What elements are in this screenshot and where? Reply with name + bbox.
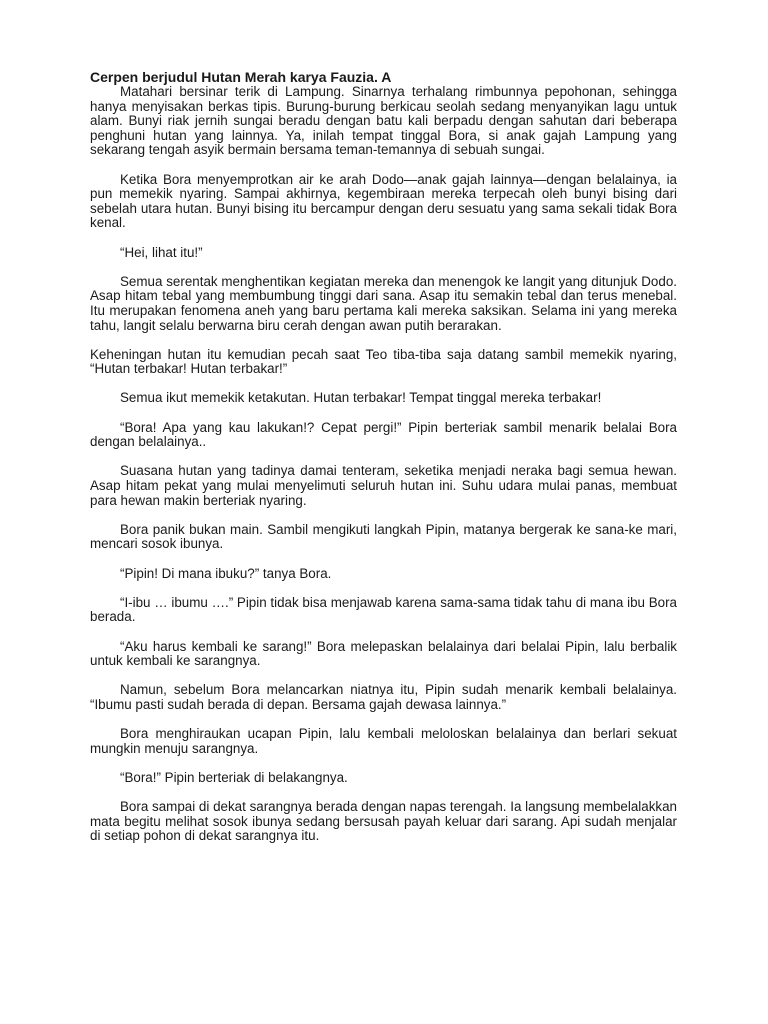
- document-page: [90, 70, 677, 858]
- paragraph-3: “Hei, lihat itu!”: [120, 244, 203, 260]
- paragraph-5: Keheningan hutan itu kemudian pecah saat Teo tiba-tiba saja datang sambil memekik nyaring, “Hutan terbakar! Hutan terbakar!”: [90, 346, 677, 377]
- paragraph-16: Bora sampai di dekat sarangnya berada dengan napas terengah. Ia langsung membelalakkan mata begitu melihat sosok ibunya sedang bersusah payah keluar dari sarang. Api sudah menjalar di setiap pohon di dekat sarangnya itu.: [90, 799, 677, 844]
- paragraph-14: Bora menghiraukan ucapan Pipin, lalu kembali meloloskan belalainya dan berlari sekuat mungkin menuju sarangnya.: [90, 726, 677, 756]
- paragraph-8: Suasana hutan yang tadinya damai tenteram, seketika menjadi neraka bagi semua hewan. Asap hitam pekat yang mulai menyelimuti seluruh hutan ini. Suhu udara mulai panas, membuat para hewan makin berteriak nyaring.: [90, 463, 677, 508]
- paragraph-6: Semua ikut memekik ketakutan. Hutan terbakar! Tempat tinggal mereka terbakar!: [120, 390, 602, 406]
- paragraph-1: Matahari bersinar terik di Lampung. Sinarnya terhalang rimbunnya pepohonan, sehingga hanya menyisakan berkas tipis. Burung-burung berkicau seolah sedang menyanyikan lagu untuk alam. Bunyi riak jernih sungai beradu dengan batu kali berpadu dengan sahutan dari beberapa penghuni hutan yang lainnya. Ya, inilah tempat tinggal Bora, si anak gajah Lampung yang sekarang tengah asyik bermain bersama teman-temannya di sebuah sungai.: [90, 84, 677, 158]
- paragraph-9: Bora panik bukan main. Sambil mengikuti langkah Pipin, matanya bergerak ke sana-ke mari, mencari sosok ibunya.: [90, 521, 677, 552]
- paragraph-7: “Bora! Apa yang kau lakukan!? Cepat pergi!” Pipin berteriak sambil menarik belalai Bora dengan belalainya..: [90, 419, 677, 450]
- paragraph-10: “Pipin! Di mana ibuku?” tanya Bora.: [120, 565, 332, 581]
- document-title: Cerpen berjudul Hutan Merah karya Fauzia. A: [90, 69, 392, 85]
- paragraph-4: Semua serentak menghentikan kegiatan mereka dan menengok ke langit yang ditunjuk Dodo. Asap hitam tebal yang membumbung tinggi dari sana. Asap itu semakin tebal dan terus menebal. Itu merupakan fenomena aneh yang baru pertama kali mereka saksikan. Selama ini yang mereka tahu, langit selalu berwarna biru cerah dengan awan putih berarakan.: [90, 273, 677, 333]
- paragraph-13: Namun, sebelum Bora melancarkan niatnya itu, Pipin sudah menarik kembali belalainya. “Ibumu pasti sudah berada di depan. Bersama gajah dewasa lainnya.”: [90, 682, 677, 712]
- paragraph-15: “Bora!” Pipin berteriak di belakangnya.: [120, 769, 348, 785]
- paragraph-11: “I-ibu … ibumu ….” Pipin tidak bisa menjawab karena sama-sama tidak tahu di mana ibu Bora berada.: [90, 594, 677, 625]
- paragraph-2: Ketika Bora menyemprotkan air ke arah Dodo—anak gajah lainnya—dengan belalainya, ia pun memekik nyaring. Sampai akhirnya, kegembiraan mereka terpecah oleh bunyi bising dari sebelah utara hutan. Bunyi bising itu bercampur dengan deru sesuatu yang sama sekali tidak Bora kenal.: [90, 171, 677, 231]
- paragraph-12: “Aku harus kembali ke sarang!” Bora melepaskan belalainya dari belalai Pipin, lalu berbalik untuk kembali ke sarangnya.: [90, 638, 677, 669]
